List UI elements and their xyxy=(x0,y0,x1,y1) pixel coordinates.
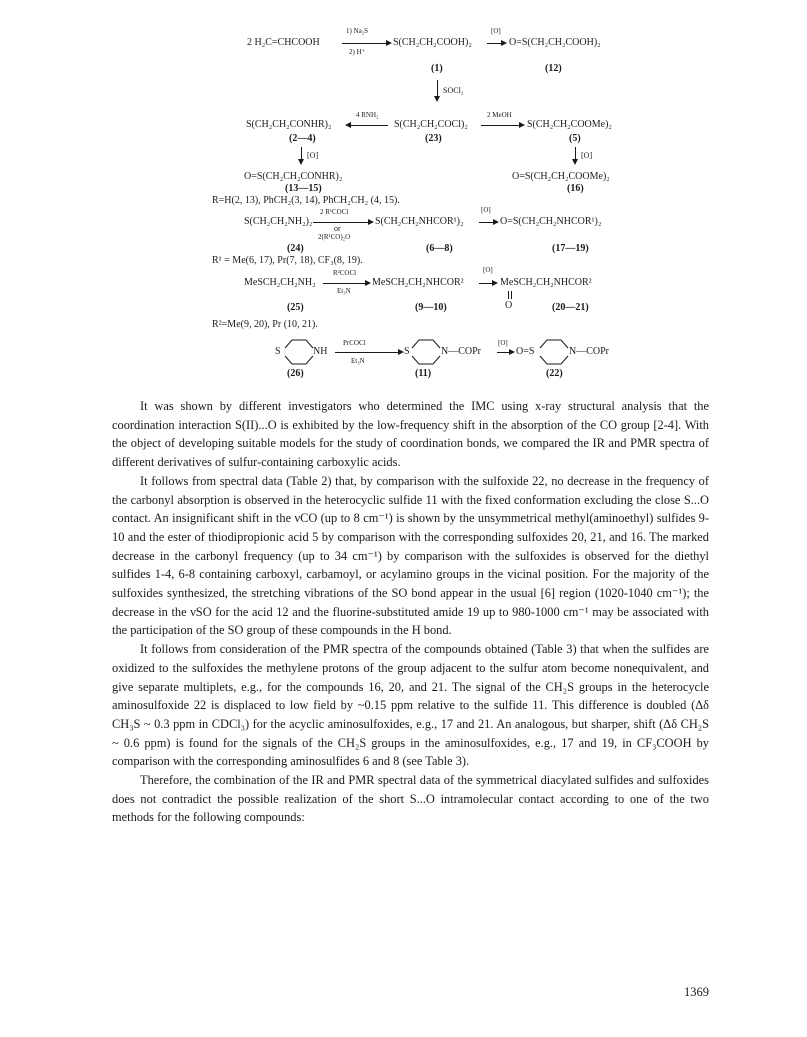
acrylic-acid-reactant: 2 H₂C=CHCOOH xyxy=(247,37,320,48)
ring-sulfur: S xyxy=(404,346,410,357)
r1-definition: R¹ = Me(6, 17), Pr(7, 18), CF₃(8, 19). xyxy=(212,255,363,266)
ring-bond xyxy=(540,356,568,364)
ring-n-acyl: N—COPr xyxy=(441,346,482,357)
reagent-et3n: Et₃N xyxy=(351,357,365,365)
arrow-line xyxy=(497,352,509,353)
ring-bond xyxy=(412,340,440,348)
r-definition: R=H(2, 13), PhCH₂(3, 14), PhCH₂CH₂ (4, 15). xyxy=(212,195,400,206)
body-text xyxy=(112,397,709,827)
diamine-sulfide: S(CH₂CH₂NH₂)₂ xyxy=(244,216,313,227)
methylsulfinyl-amide: MeSCH₂CH₂NHCOR² xyxy=(500,277,592,288)
reagent-butyryl-chloride: PrCOCl xyxy=(343,339,366,347)
r2-definition: R²=Me(9, 20), Pr (10, 21). xyxy=(212,319,318,330)
compound-number: (5) xyxy=(569,133,581,144)
sulfoxide-acid: O=S(CH₂CH₂COOH)₂ xyxy=(509,37,601,48)
oxidation-label: [O] xyxy=(491,27,501,35)
compound-number: (1) xyxy=(431,63,443,74)
paragraph: It was shown by different investigators who determined the IMC using x-ray structural analysis that the coordination interaction S(II)...O is exhibited by the low-frequency shift in the absorption of the CO group [2-4]. With the object of developing suitable models for the study of coordination bonds, we compared the IR and PMR spectra of different derivatives of sulfur-containing carboxylic acids. xyxy=(112,399,709,470)
paragraph: It follows from consideration of the PMR spectra of the compounds obtained (Table 3) that when the sulfides are oxidized to the sulfoxides the methylene protons of the group adjacent to the sulfur atom become nonequivalent, and give separate multiplets, e.g., for the compounds 16, 20, and 21. The signal of the CH₂S groups in the heterocycle aminosulfoxide 22 is displaced to low field by ~0.15 ppm relative to the sulfide 11. This difference is doubled (Δδ CH₃S ~ 0.3 ppm in CDCl₃) for the acyclic aminosulfoxides, e.g., 17 and 21. An analogous, but sharper, shift (Δδ CH₂S ~ 0.6 ppm) is found for the signals of the CH₂S groups in the aminosulfoxides, e.g., 17 and 19, in CF₃COOH by comparison with the corresponding aminosulfides 6 and 8 (see Table 3). xyxy=(112,642,709,769)
reagent-anhydride: 2(R¹CO)₂O xyxy=(318,233,351,241)
oxidation-label: [O] xyxy=(581,151,593,160)
ring-sulfoxide: O=S xyxy=(516,346,535,357)
reagent-acid: 2) H⁺ xyxy=(349,48,366,56)
oxidation-label: [O] xyxy=(498,339,508,347)
oxidation-label: [O] xyxy=(307,151,319,160)
compound-number: (23) xyxy=(425,133,442,144)
oxidation-label: [O] xyxy=(483,266,493,274)
ring-n-acyl: N—COPr xyxy=(569,346,610,357)
diacylamino-sulfoxide: O=S(CH₂CH₂NHCOR¹)₂ xyxy=(500,216,602,227)
diamide-sulfoxide: O=S(CH₂CH₂CONHR)₂ xyxy=(244,171,343,182)
ring-sulfur: S xyxy=(275,346,281,357)
compound-number: (6—8) xyxy=(426,243,453,254)
reagent-et3n: Et₃N xyxy=(337,287,351,295)
reagent-meoh: 2 MeOH xyxy=(487,111,512,119)
compound-number: (11) xyxy=(415,368,432,379)
compound-number: (17—19) xyxy=(552,243,589,254)
arrow-head xyxy=(509,349,515,355)
reagent-na2s: 1) Na₂S xyxy=(346,27,369,35)
methylthio-ethylamine: MeSCH₂CH₂NH₂ xyxy=(244,277,316,288)
ring-bond xyxy=(285,340,313,348)
reagent-rnh2: 4 RNH₂ xyxy=(356,111,379,119)
compound-number: (24) xyxy=(287,243,304,254)
reagent-acyl-chloride: 2 R¹COCl xyxy=(320,208,349,216)
diester-sulfide: S(CH₂CH₂COOMe)₂ xyxy=(527,119,612,130)
compound-number: (16) xyxy=(567,183,584,194)
ring-bond xyxy=(412,356,440,364)
paragraph: It follows from spectral data (Table 2) that, by comparison with the sulfoxide 22, no decrease in the frequency of the carbonyl absorption is observed in the heterocyclic sulfide 11 with the fixed conformation excluding the close S...O contact. An insignificant shift in the νCO (up to 8 cm⁻¹) is shown by the unsymmetrical methyl(aminoethyl) sulfides 9-10 and the ester of thiodipropionic acid 5 by comparison with the corresponding sulfoxides 20, 21, and 16. The marked decrease in the carbonyl frequency (up to 34 cm⁻¹) by comparison with the sulfoxides is observed for the diethyl sulfides 1-4, 6-8 containing carboxyl, carbamoyl, or acylamino groups in the vicinal position. For the majority of the sulfoxides synthesized, the stretching vibrations of the SO bond appear in the usual [6] region (1020-1040 cm⁻¹); the decrease in the νSO for the acid 12 and the fluorine-substituted amide 19 up to 980-1000 cm⁻¹ may be associated with the participation of the SO group of these compounds in the H bond. xyxy=(112,473,709,638)
paragraph: Therefore, the combination of the IR and PMR spectral data of the symmetrical diacylated sulfides and sulfoxides does not contradict the possible realization of the short S...O intramolecular contact according to one of the two methods for the following compounds: xyxy=(112,773,709,825)
acid-chloride-sulfide: S(CH₂CH₂COCl)₂ xyxy=(394,119,468,130)
diamide-sulfide: S(CH₂CH₂CONHR)₂ xyxy=(246,119,332,130)
compound-number: (20—21) xyxy=(552,302,589,313)
reagent-acyl-chloride: R²COCl xyxy=(333,269,357,277)
reagent-or: or xyxy=(334,224,341,233)
compound-number: (2—4) xyxy=(289,133,316,144)
thiodipropionic-acid: S(CH₂CH₂COOH)₂ xyxy=(393,37,472,48)
compound-number: (13—15) xyxy=(285,183,322,194)
arrow-line xyxy=(335,352,398,353)
methylthio-amide: MeSCH₂CH₂NHCOR² xyxy=(372,277,464,288)
page-number: 1369 xyxy=(684,985,709,999)
diester-sulfoxide: O=S(CH₂CH₂COOMe)₂ xyxy=(512,171,610,182)
oxidation-label: [O] xyxy=(481,206,491,214)
diacylamino-sulfide: S(CH₂CH₂NHCOR¹)₂ xyxy=(375,216,464,227)
compound-number: (26) xyxy=(287,368,304,379)
ring-bond xyxy=(540,340,568,348)
reagent-socl2: SOCl₂ xyxy=(443,86,464,95)
compound-number: (25) xyxy=(287,302,304,313)
compound-number: (22) xyxy=(546,368,563,379)
compound-number: (9—10) xyxy=(415,302,447,313)
ring-nh: NH xyxy=(313,346,328,357)
sulfoxide-oxygen: O xyxy=(505,300,513,311)
compound-number: (12) xyxy=(545,63,562,74)
ring-bond xyxy=(285,356,313,364)
